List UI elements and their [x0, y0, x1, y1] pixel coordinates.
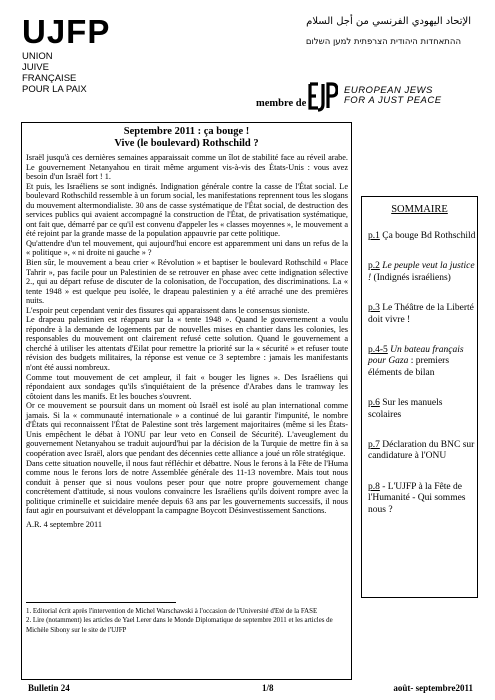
sommaire-item-text: Le peuple veut la justice !: [368, 261, 475, 283]
sommaire-box: [361, 196, 478, 598]
article-paragraph: Comme tout mouvement de cet ampleur, il fait « bouger les lignes ». Des Israéliens qui répondaient aux sondages qu'ils s'inquiétaient de la présence d'Arabes dans le tramway les côtoient dans les manifs. Et les bouches s'ouvrent.: [26, 372, 348, 401]
logo-line: POUR LA PAIX: [22, 84, 87, 95]
sommaire-item[interactable]: [368, 231, 476, 242]
footnotes: [26, 607, 348, 635]
article-paragraph: Or ce mouvement se poursuit dans un moment où Israël est isolé au plan international comme jamais. Si la « communauté internationale » a continué de lui garantir l'impunité, le nombre d'États qui reconnaissent l'État de Palestine sont très largement majoritaires (même si les États-Unis empêchent le débat à l'ONU par leur veto en Conseil de Sécurité). L'aveuglement du gouvernement Netanyahou se traduit aujourd'hui par la décision de la Turquie de mettre fin à sa coopération avec Israël, alors que pendant des décennies cette alliance a joué un rôle stratégique.: [26, 401, 348, 458]
page-footer: [28, 683, 473, 695]
article-paragraph: Israël jusqu'à ces dernières semaines apparaissait comme un îlot de stabilité face au réveil arabe. Le gouvernement Netanyahou en tirait même argument vis-à-vis des États-Unis : vous avez besoin d'un Israël fort ! 1.: [26, 153, 348, 182]
sommaire-item[interactable]: [368, 345, 476, 379]
ejp-logo: [306, 80, 442, 112]
footnote: 2. Lire (notamment) les articles de Yael Lerer dans le Monde Diplomatique de septembre 2011 et les articles de Michèle Sibony sur le site de l'UJFP: [26, 617, 333, 634]
sommaire-item-text: Sur les manuels scolaires: [368, 398, 443, 420]
sommaire-item-text-after: (Indignés israéliens): [371, 272, 451, 283]
sommaire-page-ref: p.2: [368, 261, 380, 272]
ejp-line: EUROPEAN JEWS: [344, 85, 433, 96]
sommaire-page-ref: p.4-5: [368, 345, 388, 356]
ejp-text: [344, 86, 442, 106]
article-paragraph: Qu'attendre d'un tel mouvement, qui aujourd'hui encore est apparemment uni dans un refus de la « politique », « ni droite ni gauche » ?: [26, 238, 348, 258]
footer-page-number: 1/8: [262, 683, 274, 693]
sommaire-item[interactable]: [368, 303, 476, 326]
sommaire-page-ref: p.1: [368, 231, 380, 241]
article-paragraph: Dans cette situation nouvelle, il nous faut réfléchir et débattre. Nous le ferons à la Fête de l'Huma comme nous le ferons lors de notre Assemblée générale des 11-13 novembre. Mais tout nous conduit à penser que si nous voulons peser pour que notre propre gouvernement change concrètement d'attitude, si nous voulons convaincre les Israéliens qu'ils doivent rompre avec la politique criminelle et suicidaire menée depuis 63 ans par les gouvernements successifs, il nous faut agir en poursuivant et développant la campagne Boycott Désinvestissement Sanctions.: [26, 458, 348, 516]
sommaire-page-ref: p.8: [368, 481, 380, 492]
footnote-divider: [26, 602, 176, 603]
footnote: 1. Editorial écrit après l'intervention de Michel Warschawski à l'occasion de l'Université d'Eté de la FASE: [26, 608, 318, 615]
article-paragraph: L'espoir peut cependant venir des fissures qui apparaissent dans le consensus sioniste.: [26, 305, 310, 315]
arabic-org-name: الإتحاد اليهودي الفرنسي من أجل السلام: [306, 16, 471, 27]
sommaire-page-ref: p.6: [368, 398, 380, 409]
sommaire-item-text: Le Théâtre de la Liberté doit vivre !: [368, 303, 474, 325]
sommaire-item-text-after: : premiers éléments de bilan: [368, 356, 450, 378]
article-paragraph: Bien sûr, le mouvement a beau crier « Révolution » et baptiser le boulevard Rothschild « Place Tahrir », pas facile pour un Palestinien de se retrouver en phase avec cette indignation sélective 2., qui au départ refuse de discuter de la colonisation, de l'occupation, des discriminations. La « tente 1948 » est quelque peu isolée, le drapeau palestinien y a été arraché une des premières nuits.: [26, 258, 348, 306]
sommaire-list: [368, 231, 476, 535]
sommaire-title: SOMMAIRE: [391, 204, 448, 215]
sommaire-item-text: Ça bouge Bd Rothschild: [379, 231, 476, 241]
editorial-article: [21, 122, 352, 680]
hebrew-org-name: ההתאחדות היהודית הצרפתית למען השלום: [305, 37, 461, 47]
sommaire-item[interactable]: [368, 398, 476, 421]
article-signature: A.R. 4 septembre 2011: [26, 519, 102, 529]
article-paragraph: Et puis, les Israéliens se sont indignés. Indignation générale contre la casse de l'État social. Le boulevard Rothschild ressemble à un forum social, les manifestations reprennent tous les slogans du mouvement altermondialiste. 30 ans de casse systématique de l'État social, de destruction des services publics qui avaient accompagné la construction de l'État, de privatisation systématique, ont fait que, démarré par ce qu'il est convenu d'appeler les « classes moyennes », le mouvement a été rejoint par la grande masse de la population appauvrie par cette politique.: [26, 181, 348, 239]
logo-subtitle: [22, 51, 110, 95]
ejp-logo-icon: [306, 80, 338, 112]
article-title-line: Vive (le boulevard) Rothschild ?: [114, 138, 259, 149]
sommaire-item[interactable]: [368, 261, 476, 284]
logo-line: UNION: [22, 51, 53, 62]
article-body: [26, 153, 348, 529]
sommaire-item-text: - L'UJFP à la Fête de l'Humanité - Qui sommes nous ?: [368, 481, 466, 515]
article-title: [22, 126, 351, 150]
sommaire-item-text: Déclaration du BNC sur candidature à l'ONU: [368, 440, 475, 462]
sommaire-page-ref: p.3: [368, 303, 380, 314]
logo-line: JUIVE: [22, 62, 49, 73]
logo-line: FRANÇAISE: [22, 73, 77, 84]
article-title-line: Septembre 2011 : ça bouge !: [123, 126, 250, 137]
ujfp-logo: [22, 14, 110, 95]
sommaire-item[interactable]: [368, 482, 476, 516]
ejp-line: FOR A JUST PEACE: [344, 95, 442, 106]
article-paragraph: Le drapeau palestinien est réapparu sur la « tente 1948 ». Quand le gouvernement a voulu répondre à la demande de logements par de nouvelles mises en chantier dans les colonies, les responsables du mouvement ont clairement refusé cette solution. Quand le gouvernement a cherché à utiliser les attentats d'Eilat pour remettre la priorité sur la « sécurité » et refuser toute révision des budgets militaires, la réponse est venue ce 3 septembre : jamais les manifestants n'ont été aussi nombreux.: [26, 315, 348, 373]
membre-de-label: membre de: [256, 98, 307, 109]
footer-bulletin: Bulletin 24: [28, 683, 70, 693]
sommaire-item-text: Un bateau français pour Gaza: [368, 345, 464, 367]
sommaire-item[interactable]: [368, 440, 476, 463]
footer-date: août- septembre2011: [393, 683, 473, 693]
logo-title: UJFP: [22, 13, 111, 50]
sommaire-page-ref: p.7: [368, 440, 380, 451]
